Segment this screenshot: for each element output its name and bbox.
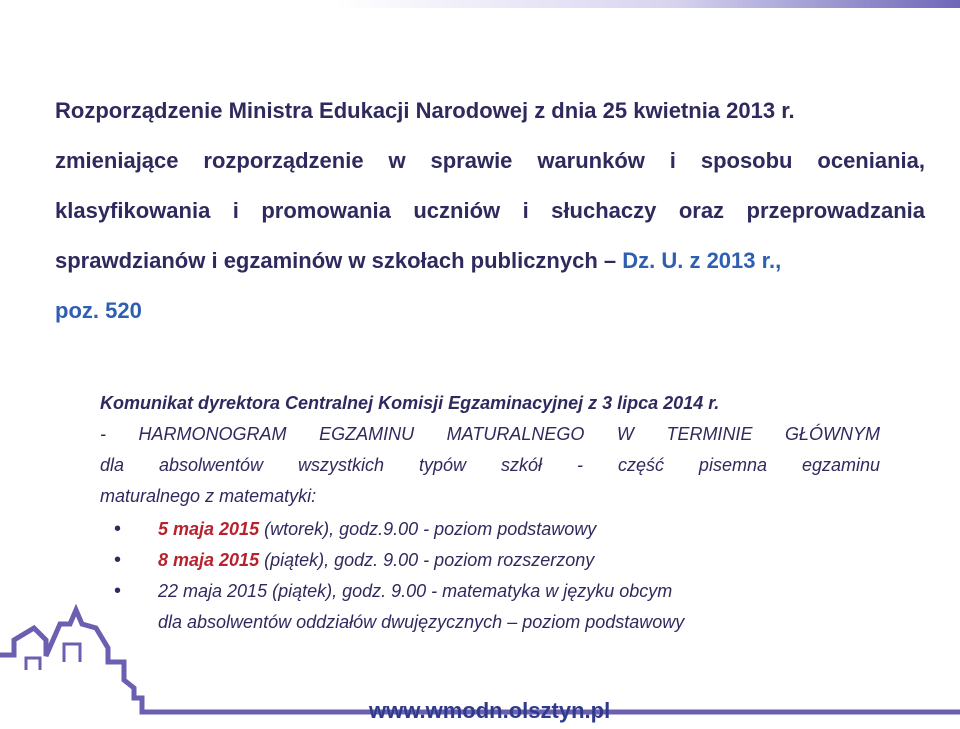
regulation-line-4 (55, 236, 925, 286)
regulation-title-end: sprawdzianów i egzaminów w szkołach publicznych – (55, 248, 623, 273)
exam-date: 5 maja 2015 (158, 519, 260, 539)
list-item (100, 514, 880, 545)
exam-details: (wtorek), godz.9.00 - poziom podstawowy (259, 519, 597, 539)
regulation-line-1: Rozporządzenie Ministra Edukacji Narodowej z dnia 25 kwietnia 2013 r. (55, 98, 795, 123)
journal-position: poz. 520 (55, 298, 142, 323)
regulation-line-3: klasyfikowania i promowania uczniów i słuchaczy oraz przeprowadzania (55, 198, 925, 223)
journal-citation: Dz. U. z 2013 r., (622, 248, 782, 273)
regulation-line-2: zmieniające rozporządzenie w sprawie warunków i sposobu oceniania, (55, 148, 925, 173)
footer-url: www.wmodn.olsztyn.pl (369, 698, 611, 723)
skyline-outline (0, 610, 960, 712)
exam-details: 22 maja 2015 (piątek), godz. 9.00 - matematyka w języku obcym (158, 581, 673, 601)
skyline-tower-line (64, 644, 80, 662)
exam-details-continued: dla absolwentów oddziałów dwujęzycznych – poziom podstawowy (158, 612, 685, 632)
regulation-block (55, 86, 925, 336)
list-item (100, 545, 880, 576)
announcement-line-4: maturalnego z matematyki: (100, 486, 317, 506)
announcement-line-3: dla absolwentów wszystkich typów szkół - część pisemna egzaminu (100, 455, 880, 475)
announcement-line-1: Komunikat dyrektora Centralnej Komisji Egzaminacyjnej z 3 lipca 2014 r. (100, 393, 720, 413)
top-accent-bar (0, 0, 960, 8)
exam-date: 8 maja 2015 (158, 550, 260, 570)
skyline-inner-line (26, 658, 40, 670)
announcement-line-2: - HARMONOGRAM EGZAMINU MATURALNEGO W TERMINIE GŁÓWNYM (100, 424, 880, 444)
exam-details: (piątek), godz. 9.00 - poziom rozszerzony (259, 550, 595, 570)
